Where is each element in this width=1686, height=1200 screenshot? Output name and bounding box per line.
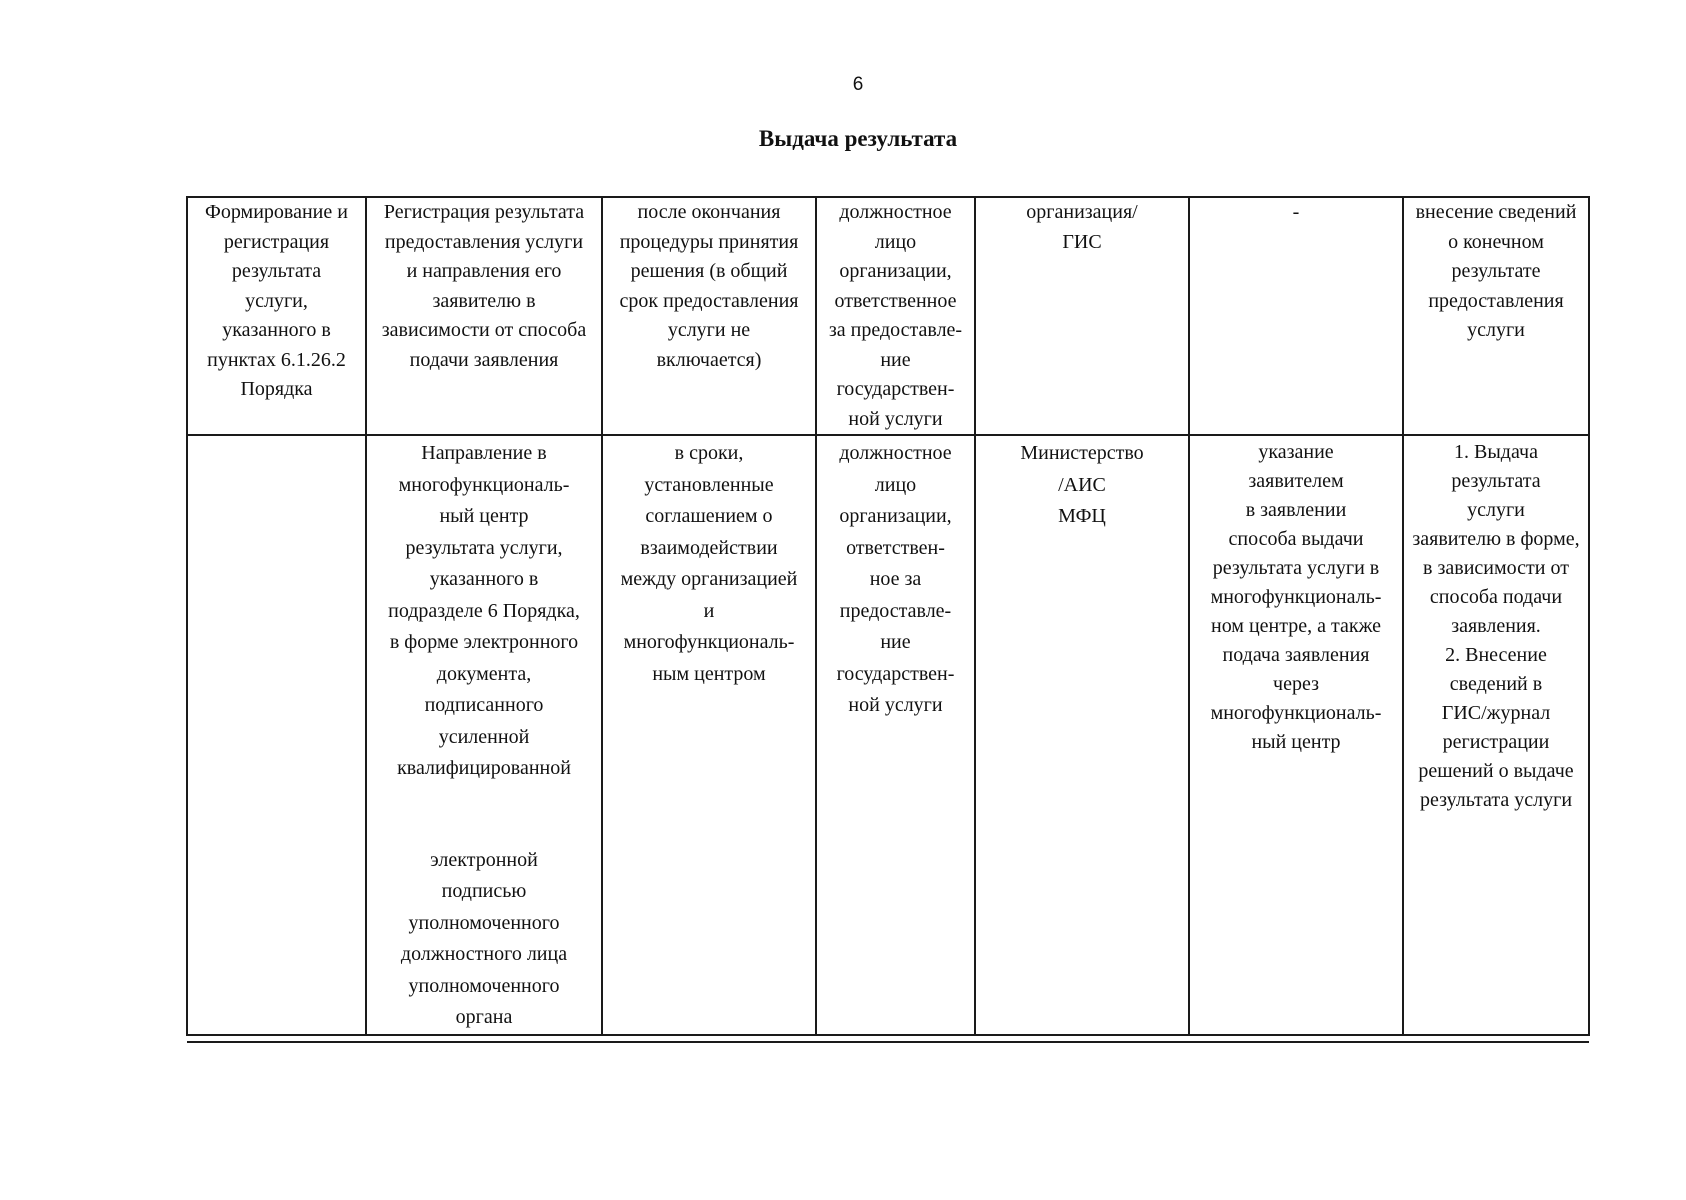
table-cell: [187, 435, 366, 1035]
table-cell: организация/ ГИС: [975, 197, 1189, 435]
table-cell: после окончания процедуры принятия решения (в общий срок предоставления услуги не включается): [602, 197, 816, 435]
cell-text-continuation: электронной подписью уполномоченного должностного лица уполномоченного органа: [400, 848, 568, 1028]
table-cell: должностное лицо организации, ответственное за предоставле- ние государствен- ной услуги: [816, 197, 975, 435]
page-number: 6: [852, 74, 864, 95]
table-cell: Формирование и регистрация результата услуги, указанного в пунктах 6.1.26.2 Порядка: [187, 197, 366, 435]
bottom-rule: [187, 1041, 1589, 1043]
table-cell: [366, 435, 602, 1035]
table-cell: -: [1189, 197, 1403, 435]
table-cell: Министерство /АИС МФЦ: [975, 435, 1189, 1035]
result-table: [186, 196, 1590, 1036]
table-row: [187, 197, 1589, 435]
table-cell: должностное лицо организации, ответствен- ное за предоставле- ние государствен- ной услуги: [816, 435, 975, 1035]
table-row: [187, 435, 1589, 1035]
cell-text: Направление в многофункциональ- ный центр результата услуги, указанного в подразделе 6 Порядка, в форме электронного документа, подписанного усиленной квалифицированной: [388, 442, 580, 779]
table-cell: внесение сведений о конечном результате предоставления услуги: [1403, 197, 1589, 435]
table-cell: 1. Выдача результата услуги заявителю в форме, в зависимости от способа подачи заявления. 2. Внесение сведений в ГИС/журнал регистрации решений о выдаче результата услуги: [1403, 435, 1589, 1035]
table-cell: Регистрация результата предоставления услуги и направления его заявителю в зависимости от способа подачи заявления: [366, 197, 602, 435]
section-title: Выдача результата: [758, 126, 958, 151]
table-cell: указание заявителем в заявлении способа выдачи результата услуги в многофункциональ- ном центре, а также подача заявления через многофункциональ- ный центр: [1189, 435, 1403, 1035]
table-cell: в сроки, установленные соглашением о взаимодействии между организацией и многофункциональ- ным центром: [602, 435, 816, 1035]
